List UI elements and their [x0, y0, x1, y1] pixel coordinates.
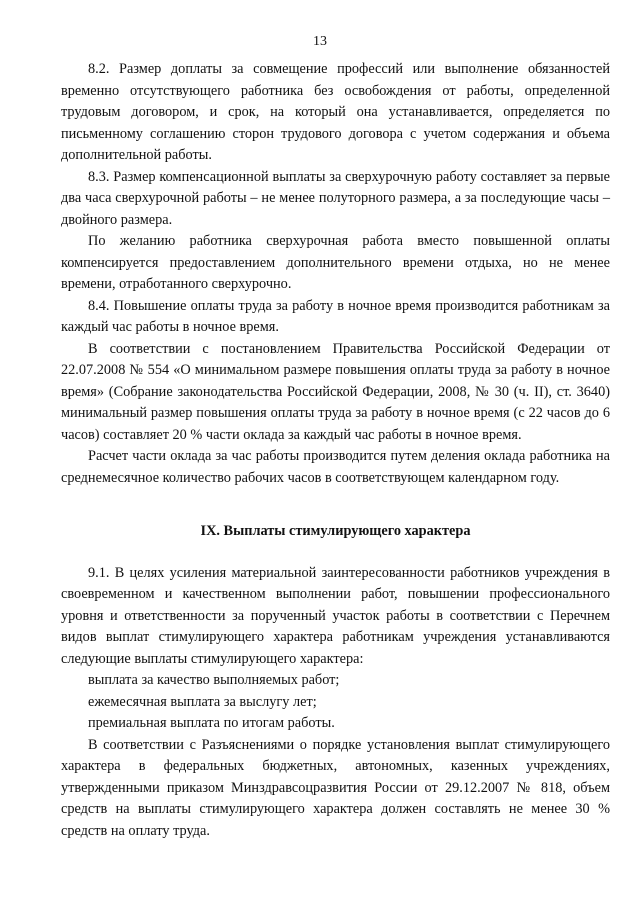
list-item: выплата за качество выполняемых работ;	[88, 672, 340, 688]
paragraph-8-2: 8.2. Размер доплаты за совмещение профессий или выполнение обязанностей временно отсутствующего работника без освобождения от работы, определенной трудовым договором, и срок, на который она устанавливается, определяется по письменному соглашению сторон трудового договора с учетом содержания и объема дополнительной работы.	[61, 61, 610, 163]
paragraph-closing: В соответствии с Разъяснениями о порядке установления выплат стимулирующего характера в федеральных бюджетных, автономных, казенных учреждениях, утвержденными приказом Минздравсоцразвития России от 29.12.2007 № 818, объем средств на выплаты стимулирующего характера должен составлять не менее 30 % средств на оплату труда.	[61, 736, 610, 839]
paragraph-overtime-rest: По желанию работника сверхурочная работа вместо повышенной оплаты компенсируется предоставлением дополнительного времени отдыха, но не менее времени, отработанного сверхурочно.	[61, 233, 610, 292]
paragraph-hourly-calculation: Расчет части оклада за час работы производится путем деления оклада работника на среднемесячное количество рабочих часов в соответствующем календарном году.	[61, 448, 610, 486]
paragraph-9-1: 9.1. В целях усиления материальной заинтересованности работников учреждения в своевременном и качественном выполнении работ, повышении профессионального уровня и ответственности за порученный участок работы в соответствии с Перечнем видов выплат стимулирующего характера работникам учреждения устанавливаются следующие выплаты стимулирующего характера:	[61, 564, 610, 667]
paragraph-8-3: 8.3. Размер компенсационной выплаты за сверхурочную работу составляет за первые два часа сверхурочной работы – не менее полуторного размера, а за последующие часы – двойного размера.	[61, 168, 610, 228]
paragraph-8-4: 8.4. Повышение оплаты труда за работу в ночное время производится работникам за каждый час работы в ночное время.	[61, 297, 610, 335]
paragraph-night-work-decree: В соответствии с постановлением Правительства Российской Федерации от 22.07.2008 № 554 «О минимальном размере повышения оплаты труда за работу в ночное время» (Собрание законодательства Российской Федерации, 2008, № 30 (ч. II), ст. 3640) минимальный размер повышения оплаты труда за работу в ночное время (с 22 часов до 6 часов) составляет 20 % части оклада за каждый час работы в ночное время.	[61, 340, 610, 443]
list-item: премиальная выплата по итогам работы.	[88, 715, 335, 731]
section-title: IX. Выплаты стимулирующего характера	[200, 523, 471, 539]
page-number: 13	[313, 34, 327, 49]
document-body	[61, 59, 610, 842]
list-item: ежемесячная выплата за выслугу лет;	[88, 693, 317, 710]
